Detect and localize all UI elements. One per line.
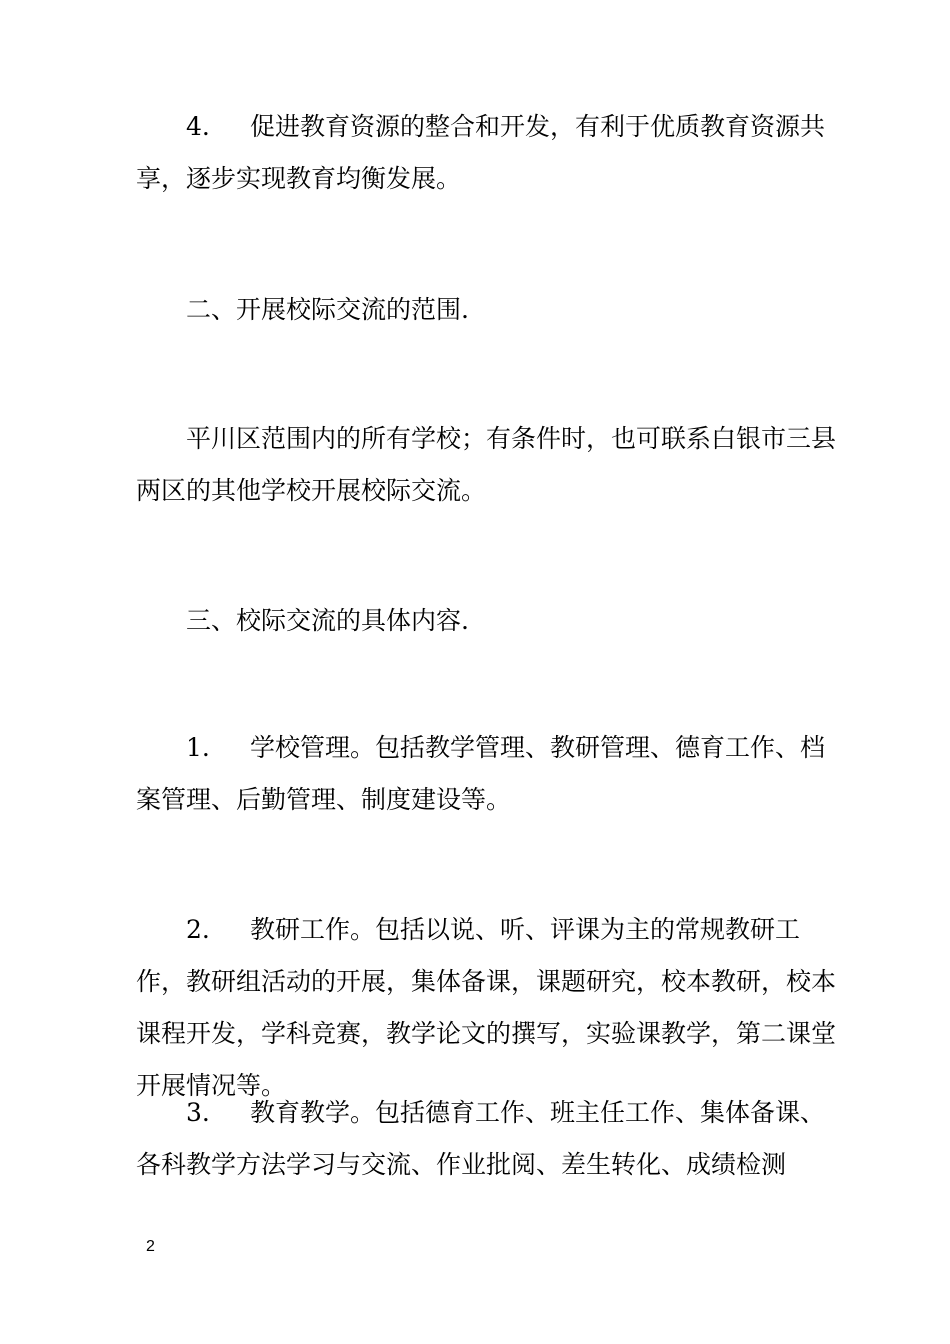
paragraph-item-3 xyxy=(136,1087,836,1191)
paragraph-item-4 xyxy=(136,101,836,205)
paragraph-text: 教研工作。包括以说、听、评课为主的常规教研工作，教研组活动的开展，集体备课，课题研究，校本教研，校本课程开发，学科竞赛，教学论文的撰写，实验课教学，第二课堂开展情况等。 xyxy=(136,915,837,1100)
paragraph-text: 平川区范围内的所有学校；有条件时，也可联系白银市三县两区的其他学校开展校际交流。 xyxy=(136,424,837,505)
paragraph-item-1 xyxy=(136,722,836,826)
heading-text: 三、校际交流的具体内容. xyxy=(186,606,469,635)
paragraph-text: 学校管理。包括教学管理、教研管理、德育工作、档案管理、后勤管理、制度建设等。 xyxy=(136,733,826,814)
heading-text: 二、开展校际交流的范围. xyxy=(186,295,469,324)
section-heading-scope xyxy=(136,284,836,336)
list-number: 1. xyxy=(186,733,210,762)
section-heading-content xyxy=(136,595,836,647)
paragraph-scope xyxy=(136,413,836,517)
list-number: 3. xyxy=(186,1098,210,1127)
page-number: 2 xyxy=(146,1238,155,1255)
paragraph-text: 教育教学。包括德育工作、班主任工作、集体备课、各科教学方法学习与交流、作业批阅、差生转化、成绩检测 xyxy=(136,1098,826,1179)
paragraph-item-2 xyxy=(136,904,836,1112)
paragraph-text: 促进教育资源的整合和开发，有利于优质教育资源共享，逐步实现教育均衡发展。 xyxy=(136,112,826,193)
list-number: 2. xyxy=(186,915,210,944)
list-number: 4. xyxy=(186,112,210,141)
